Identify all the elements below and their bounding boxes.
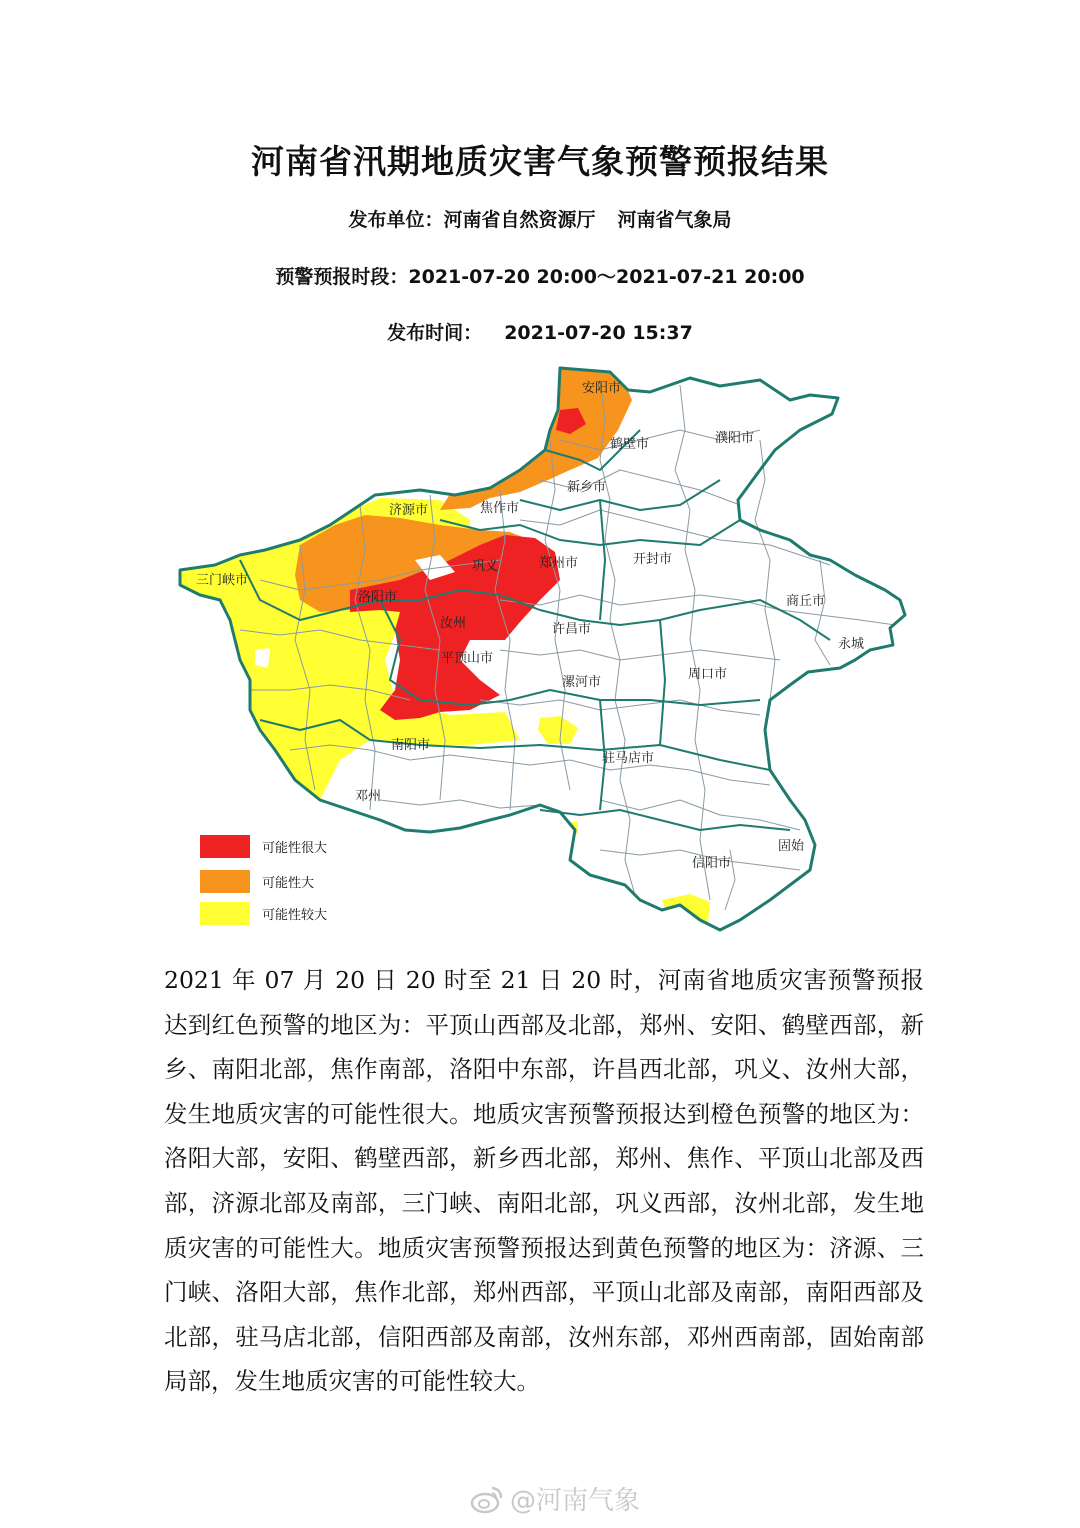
henan-warning-map xyxy=(0,360,1080,950)
label-puyang: 濮阳市 xyxy=(715,431,755,446)
label-jiyuan: 济源市 xyxy=(389,503,429,518)
legend-label-high: 可能性大 xyxy=(262,875,315,891)
label-nanyang: 南阳市 xyxy=(391,738,431,753)
label-jiaozuo: 焦作市 xyxy=(480,501,520,516)
publisher-label: 发布单位： xyxy=(348,209,444,231)
label-xinyang: 信阳市 xyxy=(692,856,732,871)
publisher-line xyxy=(0,205,1080,232)
publisher-org-1: 河南省自然资源厅 xyxy=(443,209,596,231)
document-title: 河南省汛期地质灾害气象预警预报结果 xyxy=(251,142,829,181)
label-kaifeng: 开封市 xyxy=(633,552,673,567)
label-xuchang: 许昌市 xyxy=(552,622,592,637)
watermark xyxy=(470,1480,640,1517)
release-time-line xyxy=(0,318,1080,345)
label-anyang: 安阳市 xyxy=(582,381,622,396)
label-luohe: 漯河市 xyxy=(562,675,602,690)
label-gongyi: 巩义 xyxy=(472,559,499,574)
label-zhumadian: 驻马店市 xyxy=(602,751,655,766)
publisher-org-2: 河南省气象局 xyxy=(617,209,732,231)
label-yongcheng: 永城 xyxy=(838,637,865,652)
release-time-value: 2021-07-20 15:37 xyxy=(504,322,693,344)
watermark-text: @河南气象 xyxy=(510,1486,641,1516)
forecast-period-line xyxy=(0,262,1080,289)
legend-swatch-orange xyxy=(200,870,250,893)
label-zhoukou: 周口市 xyxy=(688,667,728,682)
legend-item-high xyxy=(200,869,314,893)
release-time-label: 发布时间： xyxy=(387,322,483,344)
label-shangqiu: 商丘市 xyxy=(786,594,826,609)
label-xinxiang: 新乡市 xyxy=(567,480,607,495)
label-ruzhou: 汝州 xyxy=(440,616,467,631)
weibo-icon xyxy=(470,1484,504,1514)
label-luoyang: 洛阳市 xyxy=(358,590,398,605)
legend-swatch-yellow xyxy=(200,902,250,925)
label-zhengzhou: 郑州市 xyxy=(539,556,579,571)
label-pingdingshan: 平顶山市 xyxy=(441,651,494,666)
warning-description: 2021 年 07 月 20 日 20 时至 21 日 20 时，河南省地质灾害预警预报达到红色预警的地区为：平顶山西部及北部，郑州、安阳、鹤壁西部，新乡、南阳北部，焦作南部，洛阳中东部，许昌西北部，巩义、汝州大部，发生地质灾害的可能性很大。地质灾害预警预报达到橙色预警的地区为：洛阳大部，安阳、鹤壁西部，新乡西北部，郑州、焦作、平顶山北部及西部，济源北部及南部，三门峡、南阳北部，巩义西部，汝州北部，发生地质灾害的可能性大。地质灾害预警预报达到黄色预警的地区为：济源、三门峡、洛阳大部，焦作北部，郑州西部，平顶山北部及南部，南阳西部及北部，驻马店北部，信阳西部及南部，汝州东部，邓州西南部，固始南部局部，发生地质灾害的可能性较大。 xyxy=(164,966,924,1396)
yellow-zone-zhumadian xyxy=(538,716,578,744)
label-dengzhou: 邓州 xyxy=(355,789,382,804)
legend-label-very-high: 可能性很大 xyxy=(262,840,328,856)
legend-item-moderate xyxy=(200,901,327,925)
legend-swatch-red xyxy=(200,835,250,858)
label-sanmenxia: 三门峡市 xyxy=(196,573,249,588)
label-hebi: 鹤壁市 xyxy=(610,437,650,452)
legend-label-moderate: 可能性较大 xyxy=(262,907,328,923)
forecast-period-label: 预警预报时段： xyxy=(275,266,409,288)
label-gushi: 固始 xyxy=(778,839,805,854)
legend-item-very-high xyxy=(200,834,327,858)
white-hole-2 xyxy=(255,648,270,668)
forecast-period-value: 2021-07-20 20:00～2021-07-21 20:00 xyxy=(408,266,805,288)
